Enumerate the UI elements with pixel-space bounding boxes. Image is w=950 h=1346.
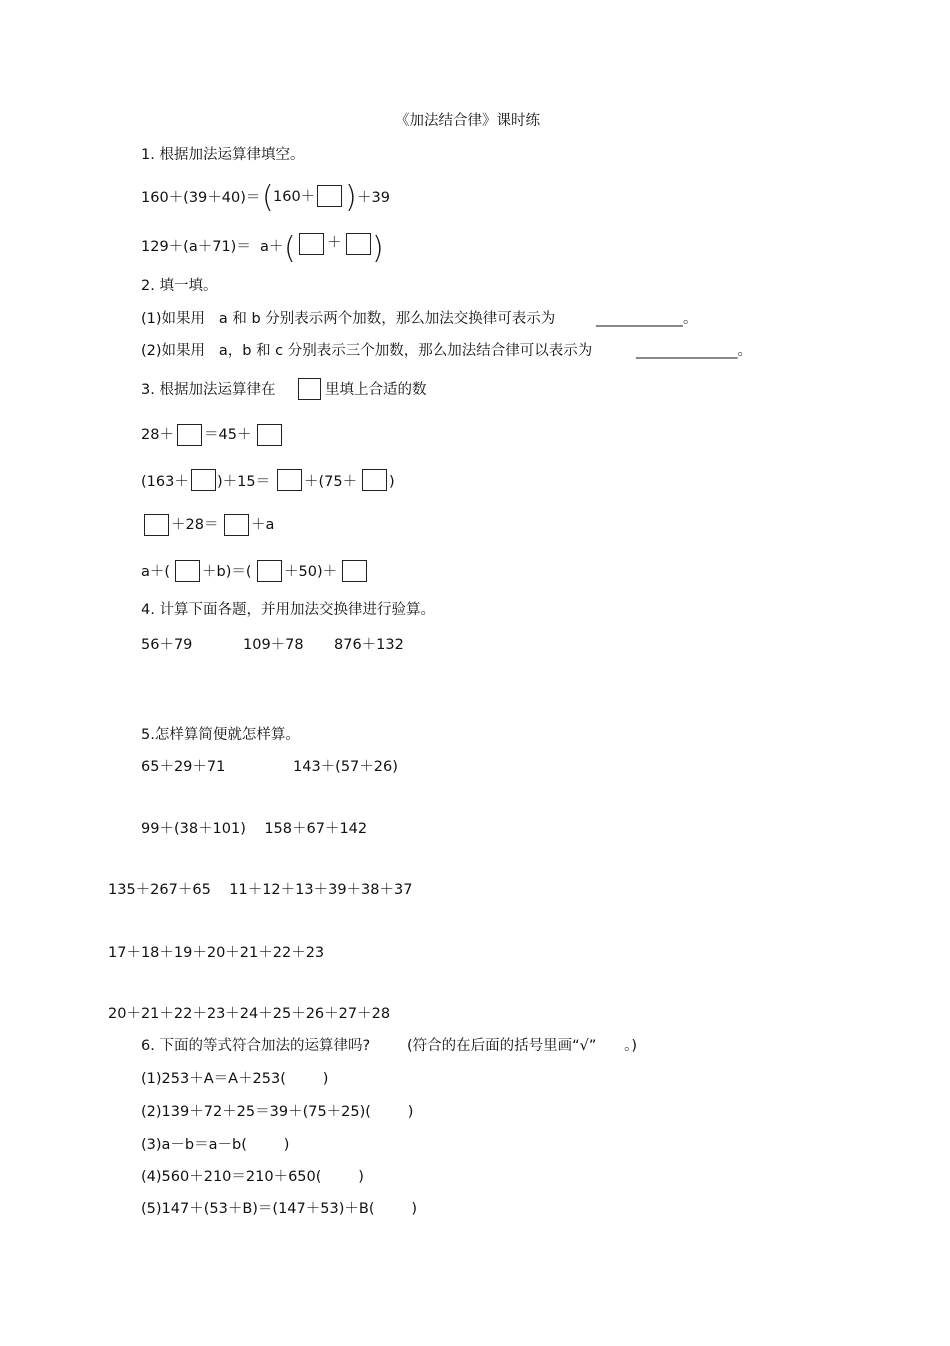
q5-row2: 99＋(38＋101) 158＋67＋142 <box>141 821 368 837</box>
q3-row4-box-2[interactable] <box>257 560 282 582</box>
q2-item1-blank[interactable]: ____________。 <box>596 311 698 327</box>
q6-heading: 6. 下面的等式符合加法的运算律吗? (符合的在后面的括号里画“√” 。) <box>141 1038 637 1054</box>
q3-row2-box-2[interactable] <box>277 469 302 491</box>
q4-expr-1: 56＋79 <box>141 637 193 653</box>
q6-item-1: (1)253＋A＝A＋253( ) <box>141 1071 329 1087</box>
q2-heading: 2. 填一填。 <box>141 278 218 294</box>
q5-row3: 135＋267＋65 11＋12＋13＋39＋38＋37 <box>108 882 413 898</box>
q2-item2-label: (2)如果用 a，b 和 c 分别表示三个加数，那么加法结合律可以表示为 <box>141 343 593 359</box>
q1-eq1-close-paren: ) <box>345 180 357 215</box>
q4-expr-2: 109＋78 <box>243 637 304 653</box>
q1-eq2-answer-box-1[interactable] <box>299 233 324 255</box>
q2-item1-label: (1)如果用 a 和 b 分别表示两个加数，那么加法交换律可表示为 <box>141 311 556 327</box>
q1-eq1-tail: ＋39 <box>357 190 390 206</box>
q1-eq2-left: 129＋(a＋71)＝ a＋ <box>141 239 284 255</box>
q3-row1-box-2[interactable] <box>257 424 282 446</box>
q3-row2-b: )＋15＝ <box>217 474 271 490</box>
q6-item-5: (5)147＋(53＋B)＝(147＋53)＋B( ) <box>141 1201 418 1217</box>
q3-row1-b: ＝45＋ <box>204 427 252 443</box>
q3-row1-box-1[interactable] <box>177 424 202 446</box>
q3-row4-box-3[interactable] <box>342 560 367 582</box>
q3-row3-b: ＋a <box>251 517 275 533</box>
q1-eq1-answer-box[interactable] <box>317 185 342 207</box>
q6-item-2: (2)139＋72＋25＝39＋(75＋25)( ) <box>141 1104 414 1120</box>
q3-heading-b: 里填上合适的数 <box>325 382 427 398</box>
q1-eq1-open-paren: ( <box>262 180 274 215</box>
q5-row4: 17＋18＋19＋20＋21＋22＋23 <box>108 945 325 961</box>
q3-row1-a: 28＋ <box>141 427 174 443</box>
page-title: 《加法结合律》课时练 <box>395 113 540 129</box>
q5-row5: 20＋21＋22＋23＋24＋25＋26＋27＋28 <box>108 1006 391 1022</box>
q5-row1-a: 65＋29＋71 <box>141 759 226 775</box>
q3-row2-a: (163＋ <box>141 474 189 490</box>
q3-row4-a: a＋( <box>141 564 171 580</box>
q1-eq2-answer-box-2[interactable] <box>346 233 371 255</box>
q1-eq2-close-paren: ) <box>372 231 384 266</box>
q5-heading: 5.怎样算简便就怎样算。 <box>141 727 300 743</box>
q1-eq1-inner: 160＋ <box>273 189 316 205</box>
q6-item-3: (3)a－b＝a－b( ) <box>141 1137 290 1153</box>
q3-row2-d: ) <box>389 474 395 490</box>
q5-row1-b: 143＋(57＋26) <box>293 759 398 775</box>
q3-row3-box-1[interactable] <box>144 514 169 536</box>
q3-row2-c: ＋(75＋ <box>304 474 358 490</box>
q3-heading-a: 3. 根据加法运算律在 <box>141 382 276 398</box>
q3-row3-box-2[interactable] <box>224 514 249 536</box>
q3-row2-box-1[interactable] <box>191 469 216 491</box>
q3-row4-box-1[interactable] <box>175 560 200 582</box>
q1-eq1-left: 160＋(39＋40)＝ <box>141 190 261 206</box>
q6-item-4: (4)560＋210＝210＋650( ) <box>141 1169 364 1185</box>
q1-eq2-plus: ＋ <box>327 235 342 251</box>
q3-row4-b: ＋b)＝( <box>202 564 252 580</box>
q3-row3-a: ＋28＝ <box>171 517 219 533</box>
q3-row4-c: ＋50)＋ <box>284 564 338 580</box>
q4-heading: 4. 计算下面各题，并用加法交换律进行验算。 <box>141 602 435 618</box>
q1-heading: 1. 根据加法运算律填空。 <box>141 147 305 163</box>
q3-heading-box <box>298 378 321 400</box>
q4-expr-3: 876＋132 <box>334 637 404 653</box>
q2-item2-blank[interactable]: ______________。 <box>636 343 752 359</box>
q3-row2-box-3[interactable] <box>362 469 387 491</box>
q1-eq2-open-paren: ( <box>284 231 296 266</box>
